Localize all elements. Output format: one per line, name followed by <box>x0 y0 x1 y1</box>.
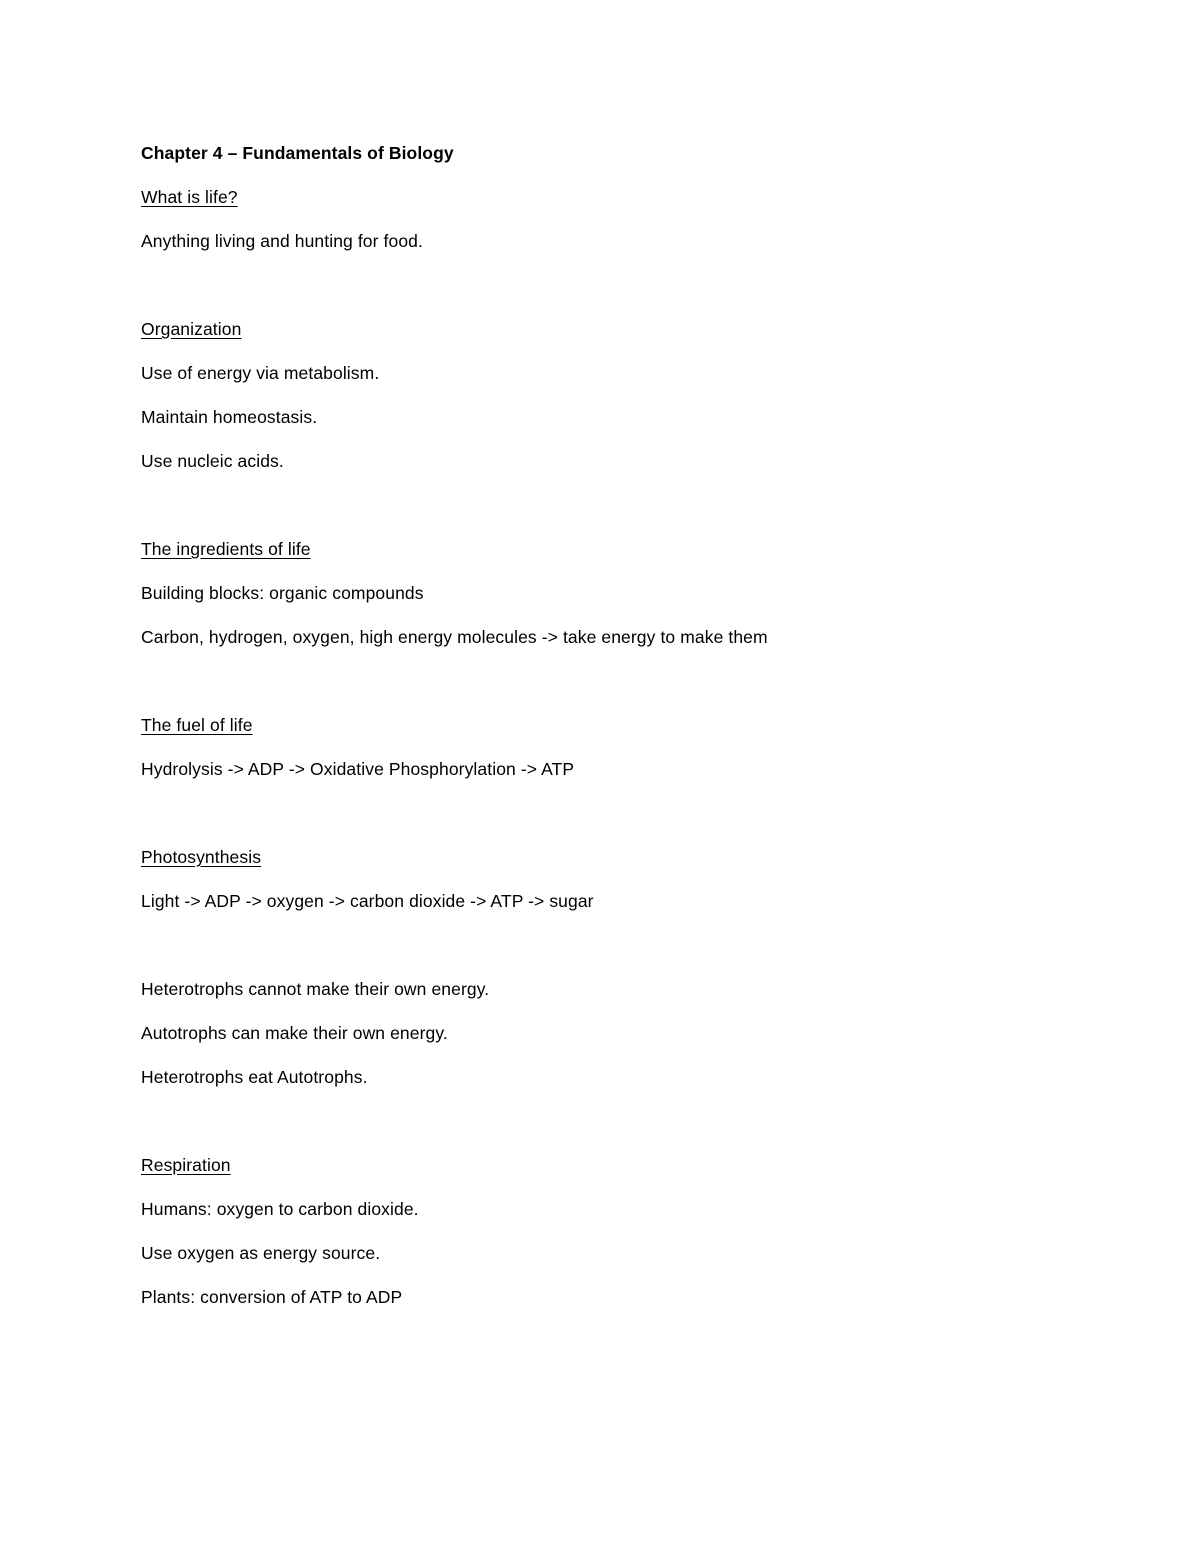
text-line: Humans: oxygen to carbon dioxide. <box>141 1199 419 1219</box>
text-line: Hydrolysis -> ADP -> Oxidative Phosphorylation -> ATP <box>141 759 575 779</box>
text-line: Heterotrophs cannot make their own energy. <box>141 979 490 999</box>
text-line: Use of energy via metabolism. <box>141 363 380 383</box>
text-line: Use oxygen as energy source. <box>141 1243 381 1263</box>
spacer <box>141 274 1041 296</box>
section-heading-ingredients-of-life: The ingredients of life <box>141 539 311 559</box>
text-line: Building blocks: organic compounds <box>141 583 424 603</box>
text-line: Autotrophs can make their own energy. <box>141 1023 448 1043</box>
spacer <box>141 934 1041 956</box>
document-body <box>141 142 1041 1330</box>
text-line: Maintain homeostasis. <box>141 407 318 427</box>
spacer <box>141 802 1041 824</box>
text-line: Carbon, hydrogen, oxygen, high energy molecules -> take energy to make them <box>141 627 768 647</box>
section-heading-what-is-life: What is life? <box>141 187 238 207</box>
document-title: Chapter 4 – Fundamentals of Biology <box>141 143 454 163</box>
text-line: Anything living and hunting for food. <box>141 231 423 251</box>
text-line: Heterotrophs eat Autotrophs. <box>141 1067 368 1087</box>
section-heading-organization: Organization <box>141 319 242 339</box>
spacer <box>141 494 1041 516</box>
text-line: Use nucleic acids. <box>141 451 284 471</box>
text-line: Light -> ADP -> oxygen -> carbon dioxide -> ATP -> sugar <box>141 891 594 911</box>
section-heading-respiration: Respiration <box>141 1155 231 1175</box>
section-heading-fuel-of-life: The fuel of life <box>141 715 253 735</box>
section-heading-photosynthesis: Photosynthesis <box>141 847 262 867</box>
text-line: Plants: conversion of ATP to ADP <box>141 1287 403 1307</box>
spacer <box>141 1110 1041 1132</box>
spacer <box>141 670 1041 692</box>
